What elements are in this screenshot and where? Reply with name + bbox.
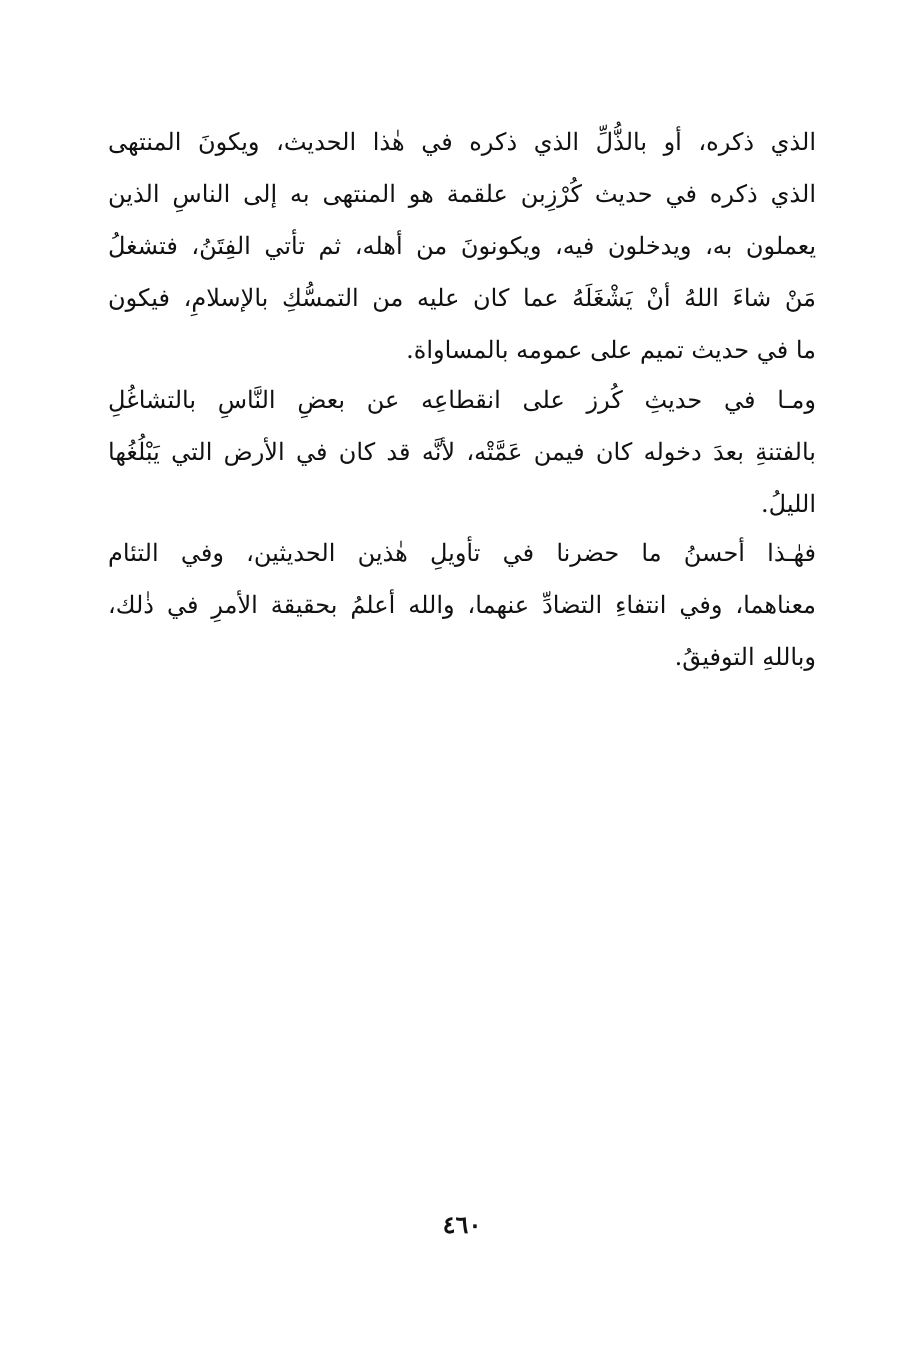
paragraph-2 [108,374,816,530]
text-line: الذي ذكره في حديث كُرْزِبن علقمة هو المنتهى به إلى الناسِ الذين [108,180,816,208]
page-number: ٤٦٠ [442,1210,482,1239]
text-line: الذي ذكره، أو بالذُّلِّ الذي ذكره في هٰذا الحديث، ويكونَ المنتهى [108,128,816,156]
text-line: يعملون به، ويدخلون فيه، ويكونونَ من أهله، ثم تأتي الفِتَنُ، فتشغلُ [108,232,816,260]
text-line: ما في حديث تميم على عمومه بالمساواة. [406,336,816,364]
text-line: ومـا في حديثِ كُرز على انقطاعِه عن بعضِ النَّاسِ بالتشاغُلِ [108,386,816,414]
text-line: مَنْ شاءَ اللهُ أنْ يَشْغَلَهُ عما كان عليه من التمسُّكِ بالإسلامِ، فيكون [108,284,816,312]
text-line: فهٰـذا أحسنُ ما حضرنا في تأويلِ هٰذين الحديثين، وفي التئام [108,539,816,567]
paragraph-3 [108,527,816,683]
text-line: بالفتنةِ بعدَ دخوله كان فيمن عَمَّتْه، لأنَّه قد كان في الأرض التي يَبْلُغُها [108,438,816,466]
text-line: معناهما، وفي انتفاءِ التضادِّ عنهما، والله أعلمُ بحقيقة الأمرِ في ذٰلك، [108,591,816,619]
text-line: الليلُ. [761,490,816,518]
paragraph-1 [108,116,816,376]
text-line: وباللهِ التوفيقُ. [674,643,816,671]
